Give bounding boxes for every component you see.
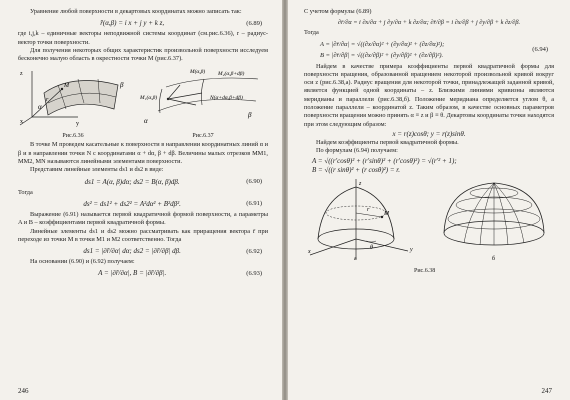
equation-formula: B = √((r sinθ)² + (r cosθ)²) = r. [312,165,400,174]
paragraph: На основании (6.90) и (6.92) получаем: [30,258,135,266]
figure-6-37 [138,65,268,139]
equation-6-90 [18,178,268,186]
axis-label-z: z [359,180,362,187]
equation-a: A = |∂r̄/∂α| = √((∂x/∂α)² + (∂y/∂α)² + (∂z/∂α)²); [320,40,445,48]
equation-number: (6.94) [532,46,548,54]
surface-element-diagram [138,65,268,127]
paragraph: Линейные элементы ds1 и ds2 можно рассматривать как приращения вектора r̄ при переходе из точки M в точки M1 и M2 соответственно. Тогда [18,227,268,243]
figure-6-38-b [430,177,554,266]
figure-6-36 [18,65,128,139]
equation-a-result [304,157,554,165]
figure-caption: Рис.6.36 [62,133,84,140]
equation-number: (6.92) [246,247,262,255]
radius-label-r: r [367,206,370,213]
paragraph: Найдем коэффициенты первой квадратичной формы. [316,138,459,146]
paragraph: Для получения некоторых общих характеристик произвольной поверхности исследуем бесконечно малую область в окрестности точки M (рис.6.37). [18,46,268,63]
equation-number: (6.90) [246,178,262,186]
meridian-parallel-diagram [430,177,554,261]
paragraph: Найдем в качестве примера коэффициенты первой квадратичной формы для поверхности вращения, образованной вращением некоторой произвольной кривой вокруг оси z (рис.6.38,а). Радиус вращения для некоторой точки, принадлежащей заданной кривой, является функцией одной координаты – z. Близкими линиями кривизны являются меридианы и параллели (рис.6.38,б). Положение меридиана определяется углом θ, а положение параллели – координатой z. Таким образом, в качестве основных параметров поверхности вращения можно принять α ≡ z и β ≡ θ. Декартовы координаты точки находятся при этом следующим образом: [304,62,554,128]
equation-formula: ds1 = A(α, β)dα; ds2 = B(α, β)dβ. [84,177,180,186]
equation-formula: ∂r̄/∂α = i ∂x/∂α + j ∂y/∂α + k ∂z/∂α; ∂r̄/∂β = i ∂x/∂β + j ∂y/∂β + k ∂z/∂β. [337,19,521,27]
right-page-content [304,8,554,382]
subfigure-label-b: б [492,255,496,261]
left-page-content [18,8,268,382]
equation-coordinates [304,130,554,138]
equation-number: (6.91) [246,200,262,208]
axis-label-y: y [76,121,79,128]
equation-formula: ds1 = |∂r̄/∂α| dα; ds2 = |∂r̄/∂β| dβ. [83,247,181,256]
equation-formula: A = √((r′cosθ)² + (r′sinθ)² + (r′cosθ)²) = √(r′² + 1); [312,156,457,165]
label-m1: M₁(α,β) [140,95,158,102]
equation-number: (6.89) [246,19,262,27]
right-page [288,0,570,400]
page-number: 247 [541,387,552,395]
surface-of-revolution-diagram [304,177,424,261]
figure-caption: Рис.6.38 [414,267,436,274]
paragraph: Тогда [18,188,33,196]
equation-6-89 [18,19,268,27]
paragraph: Выражение (6.91) называется первой квадратичной формой поверхности, а параметры A и B – коэффициентами первой квадратичной формы. [18,210,268,227]
label-n: N(α+dα,β+dβ) [210,95,243,102]
equation-number: (6.93) [246,269,262,277]
figure-caption: Рис.6.37 [192,133,214,140]
paragraph: Представим линейные элементы ds1 и ds2 в виде: [30,166,164,174]
paragraph: где i,j,k – единичные векторы неподвижной системы координат (см.рис.6.36), r – радиус-вектор точки поверхности. [18,30,268,46]
axis-label-y: y [410,246,413,253]
label-beta: β [120,81,124,90]
equation-partials [304,19,554,26]
subfigure-label-a: а [354,255,357,261]
label-m2: M₂(α,β+dβ) [218,71,245,78]
axis-label-z: z [20,71,23,78]
left-page [0,0,282,400]
label-beta: β [248,111,252,120]
axis-label-x: x [308,248,311,255]
equation-formula: x = r(z)cosθ; y = r(z)sinθ. [392,129,466,138]
equation-formula: ds² = ds1² + ds2² = A²dα² + B²dβ². [83,199,181,208]
angle-label-theta: θ [370,244,373,251]
equation-b-result [304,166,554,174]
label-alpha: α [144,117,148,126]
label-alpha: α [38,103,42,112]
paragraph: Уравнение любой поверхности в декартовых координатах можно записать так: [30,8,242,15]
paragraph: Тогда [304,29,319,37]
surface-diagram [18,65,128,127]
equation-block [304,41,532,59]
figure-6-38-a [304,177,424,266]
equation-b: B = |∂r̄/∂β| = √((∂x/∂β)² + (∂y/∂β)² + (∂z/∂β)²). [320,51,444,59]
figure-row [18,65,268,139]
point-label-m: M [64,83,69,90]
figure-6-38 [304,177,554,266]
equation-6-94 [304,41,554,59]
equation-formula: r̄(α,β) = i x + j y + k z, [100,19,165,28]
paragraph: С учетом формулы (6.89) [304,8,372,15]
axis-label-x: x [20,119,23,126]
equation-6-91 [18,200,268,208]
label-m-alpha-beta: M(α,β) [190,69,206,76]
point-label-m: M [384,210,389,217]
page-number: 246 [18,387,29,395]
equation-6-92 [18,247,268,255]
vector-label-r: r [46,97,49,104]
equation-formula: A = |∂r̄/∂α|, B = |∂r̄/∂β|. [98,269,167,278]
paragraph: По формулам (6.94) получаем: [316,147,398,155]
equation-6-93 [18,269,268,277]
paragraph: В точке M проведем касательные к поверхности в направлении координатных линий α и β и в направлении точки N с координатами α + dα, β + dβ. Величины малых отрезков MM1, MM2, MN называются линейными элементами поверхности. [18,141,268,166]
